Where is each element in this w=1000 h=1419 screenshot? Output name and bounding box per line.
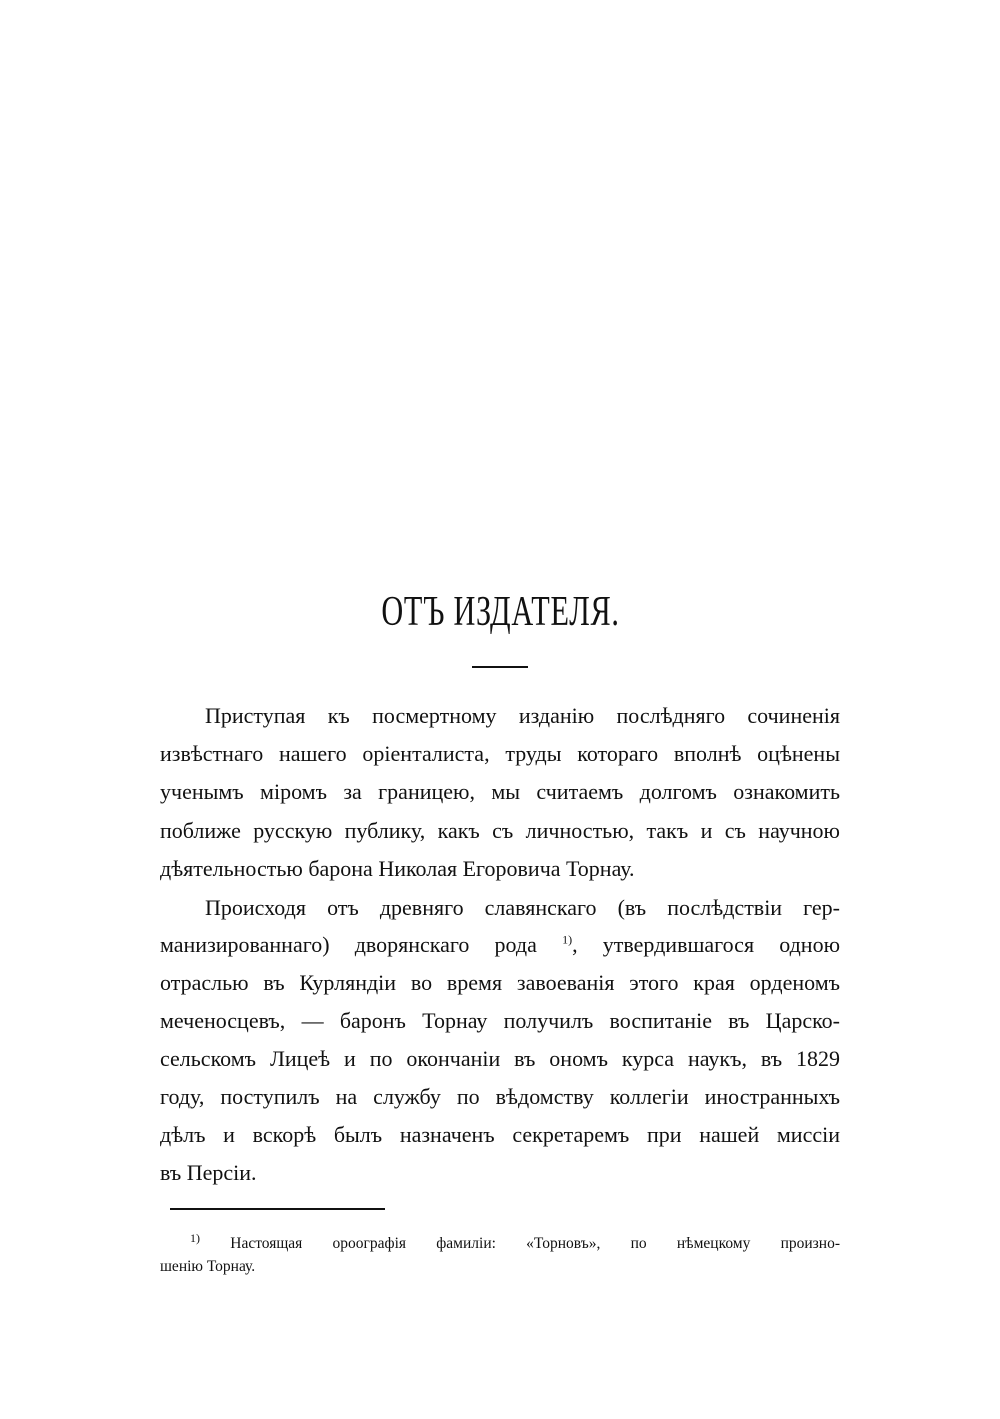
text-line: меченосцевъ, — баронъ Торнау получилъ воспитаніе въ Царско- bbox=[160, 1008, 840, 1033]
title-text: ОТЪ ИЗДАТЕЛЯ. bbox=[380, 589, 620, 635]
text-line bbox=[160, 932, 840, 958]
text-span: , утвердившагося одною bbox=[572, 932, 841, 957]
footnote-line bbox=[190, 1230, 840, 1254]
text-line: извѣстнаго нашего оріенталиста, труды котораго вполнѣ оцѣнены bbox=[160, 741, 840, 766]
text-line: дѣятельностью барона Николая Егоровича Торнау. bbox=[160, 856, 635, 881]
footnote-ref[interactable]: 1) bbox=[562, 932, 573, 947]
text-line: сельскомъ Лицеѣ и по окончаніи въ ономъ курса наукъ, въ 1829 bbox=[160, 1046, 840, 1071]
footnote-marker: 1) bbox=[190, 1230, 200, 1245]
footnote-line: шенію Торнау. bbox=[160, 1258, 256, 1275]
text-span: манизированнаго) дворянскаго рода bbox=[160, 932, 537, 957]
text-line: ученымъ міромъ за границею, мы считаемъ долгомъ ознакомить bbox=[160, 779, 840, 804]
text-line: въ Персіи. bbox=[160, 1160, 257, 1185]
footnote-text: Настоящая ороографія фамиліи: «Торновъ», по нѣмецкому произно- bbox=[230, 1235, 840, 1252]
text-line: дѣлъ и вскорѣ былъ назначенъ секретаремъ при нашей миссіи bbox=[160, 1122, 840, 1147]
text-line: Происходя отъ древняго славянскаго (въ послѣдствіи гер- bbox=[205, 895, 840, 920]
page-title bbox=[0, 588, 1000, 636]
text-line: Приступая къ посмертному изданію послѣдняго сочиненія bbox=[205, 703, 840, 728]
text-line: отраслью въ Курляндіи во время завоеванія этого края орденомъ bbox=[160, 970, 840, 995]
footnote-divider bbox=[170, 1208, 385, 1210]
text-line: поближе русскую публику, какъ съ личностью, такъ и съ научною bbox=[160, 818, 840, 843]
text-line: году, поступилъ на службу по вѣдомству коллегіи иностранныхъ bbox=[160, 1084, 840, 1109]
title-divider bbox=[472, 666, 528, 668]
